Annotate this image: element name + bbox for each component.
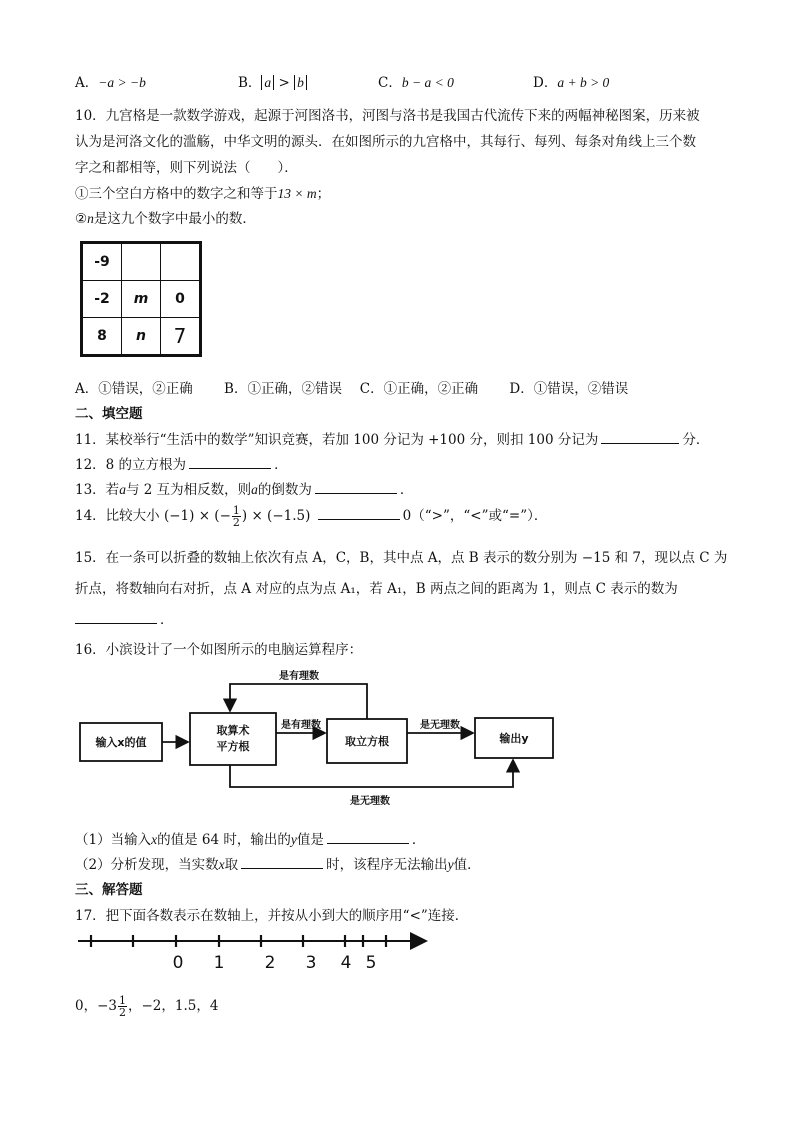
- grid-cell: 0: [161, 281, 201, 318]
- axis-label-0: 0: [172, 953, 184, 973]
- q17-numbers: 0，−3 $\frac{1}{2}$ ，−2，1.5，4: [75, 994, 219, 1019]
- section-title-fill-blank: 二、填空题: [75, 406, 143, 422]
- section-title-solve: 三、解答题: [75, 882, 143, 898]
- axis-label-2: 2: [264, 953, 276, 973]
- grid-cell: 7: [161, 318, 201, 356]
- grid-cell: n: [122, 318, 161, 356]
- grid-cell: [161, 243, 201, 281]
- q16-sub2: （2）分析发现，当实数x取 时，该程序无法输出y值．: [75, 857, 481, 873]
- q17-text: 17．把下面各数表示在数轴上，并按从小到大的顺序用“<”连接．: [75, 908, 469, 924]
- sqrt-box: [190, 713, 276, 765]
- q9-option-a: A．−a > −b: [75, 75, 146, 91]
- flow-rational-label: 是有理数: [281, 720, 321, 731]
- flow-input-label: 输入x的值: [95, 736, 147, 749]
- q9-option-b: B． a > b: [238, 71, 307, 91]
- grid-cell: m: [122, 281, 161, 318]
- q11: 11．某校举行“生活中的数学”知识竞赛，若加 100 分记为 +100 分，则扣 100 分记为 分．: [75, 432, 710, 448]
- grid-cell: 8: [82, 318, 122, 356]
- flow-rational-top-label: 是有理数: [279, 671, 319, 682]
- q16-sub1: （1）当输入x的值是 64 时，输出的y值是 ．: [75, 832, 426, 848]
- number-line: [74, 925, 436, 975]
- q9-option-d: D．a + b > 0: [533, 75, 610, 91]
- q10-options: A．①错误，②正确 B．①正确，②错误 C．①正确，②正确 D．①错误，②错误: [75, 381, 629, 397]
- q16-intro: 16．小滨设计了一个如图所示的电脑运算程序：: [75, 642, 363, 658]
- axis-label-1: 1: [213, 953, 225, 973]
- q10-line2: 认为是河洛文化的滥觞，中华文明的源头．在如图所示的九宫格中，其每行、每列、每条对角线上三个数: [75, 134, 696, 150]
- q15-line1: 15．在一条可以折叠的数轴上依次有点 A，C，B，其中点 A，点 B 表示的数分别为 −15 和 7，现以点 C 为: [75, 550, 728, 566]
- flow-sqrt-label-b: 平方根: [216, 740, 250, 753]
- axis-label-5: 5: [365, 953, 377, 973]
- grid-cell: [122, 243, 161, 281]
- q10-line3: 字之和都相等，则下列说法（ ）．: [75, 160, 298, 176]
- flow-output-label: 输出y: [499, 732, 529, 745]
- program-flowchart: [72, 665, 564, 815]
- q12: 12．8 的立方根为 ．: [75, 457, 288, 473]
- q10-statement-1: ①三个空白方格中的数字之和等于13 × m；: [75, 186, 331, 202]
- q10-statement-2: ②n是这九个数字中最小的数．: [75, 211, 256, 227]
- q15-line2: 折点，将数轴向右对折，点 A 对应的点为点 A₁，若 A₁，B 两点之间的距离为 1，则点 C 表示的数为: [75, 581, 678, 597]
- q10-line1: 10．九宫格是一款数学游戏，起源于河图洛书，河图与洛书是我国古代流传下来的两幅神秘图案，历来被: [75, 108, 700, 124]
- grid-cell: -2: [82, 281, 122, 318]
- flow-irrational-label: 是无理数: [420, 720, 460, 731]
- q14: 14．比较大小 (−1) × (− $\frac{1}{2}$ ) × (−1.5) 0（“>”，“<”或“=”）．: [75, 504, 548, 529]
- q13: 13．若a与 2 互为相反数，则a的倒数为 ．: [75, 482, 414, 498]
- axis-label-4: 4: [340, 953, 352, 973]
- axis-label-3: 3: [305, 953, 317, 973]
- flow-sqrt-label-a: 取算术: [216, 724, 250, 737]
- nine-grid: [80, 241, 202, 357]
- grid-cell: -9: [82, 243, 122, 281]
- q9-option-c: C．b − a < 0: [378, 75, 454, 91]
- flow-irrational-bottom-label: 是无理数: [350, 796, 390, 807]
- q15-answer: ．: [75, 608, 174, 628]
- flow-cbrt-label: 取立方根: [345, 735, 389, 748]
